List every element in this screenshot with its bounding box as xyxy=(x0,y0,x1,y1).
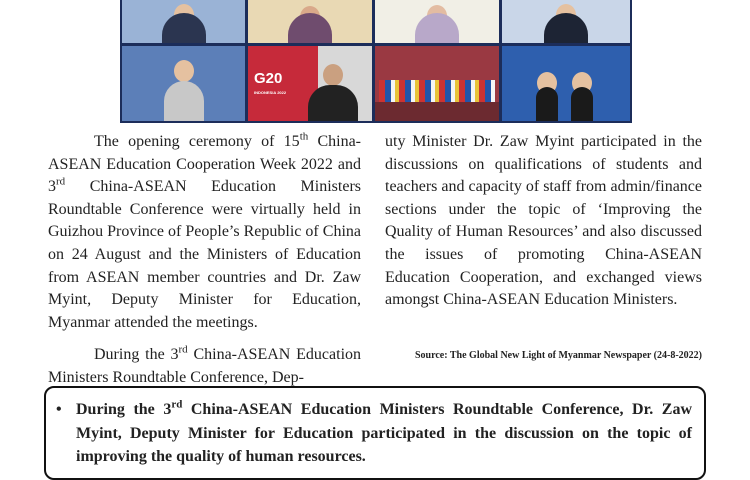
article-column-right xyxy=(385,131,702,312)
article-paragraph-1: The opening ceremony of 15th China-ASEAN Education Cooperation Week 2022 and 3rd China-ASEAN Education Ministers Roundtable Conference were virtually held in Guizhou Province of People’s Republic of China on 24 August and the Ministers of Education from ASEAN member countries and Dr. Zaw Myint, Deputy Minister for Education, Myanmar attended the meetings. xyxy=(48,130,362,331)
photo-tile-6 xyxy=(248,46,372,121)
source-citation: Source: The Global New Light of Myanmar Newspaper (24-8-2022) xyxy=(414,350,702,361)
photo-tile-2 xyxy=(248,0,372,43)
key-point-box xyxy=(44,386,706,480)
conference-photo-collage xyxy=(120,0,632,123)
article-column-left xyxy=(48,131,361,390)
photo-tile-3 xyxy=(375,0,499,43)
photo-tile-1 xyxy=(122,0,245,43)
photo-tile-7 xyxy=(375,46,499,121)
flag-row xyxy=(379,80,495,102)
stage-floor xyxy=(375,102,499,121)
bullet-icon: • xyxy=(56,401,62,418)
g20-logo: G20 xyxy=(254,70,283,87)
photo-tile-5 xyxy=(122,46,245,121)
photo-tile-8 xyxy=(502,46,630,121)
article-paragraph-3: uty Minister Dr. Zaw Myint participated in the discussions on qualifications of students and teachers and capacity of staff from admin/finance sections under the topic of ‘Improving the Quality of Human Resources’ and also discussed the issues of promoting China-ASEAN Education Cooperation, and exchanged views amongst China-ASEAN Education Ministers. xyxy=(385,133,702,309)
photo-tile-4 xyxy=(502,0,630,43)
g20-logo-subtitle: INDONESIA 2022 xyxy=(254,90,287,95)
article-paragraph-2: During the 3rd China-ASEAN Education Ministers Roundtable Conference, Dep- xyxy=(48,344,362,386)
key-point-item: • During the 3rd China-ASEAN Education Ministers Roundtable Conference, Dr. Zaw Myint, Deputy Minister for Education participated in the discussion on the topic of improving the quality of human resources. xyxy=(56,398,692,465)
key-point-list xyxy=(46,388,704,469)
